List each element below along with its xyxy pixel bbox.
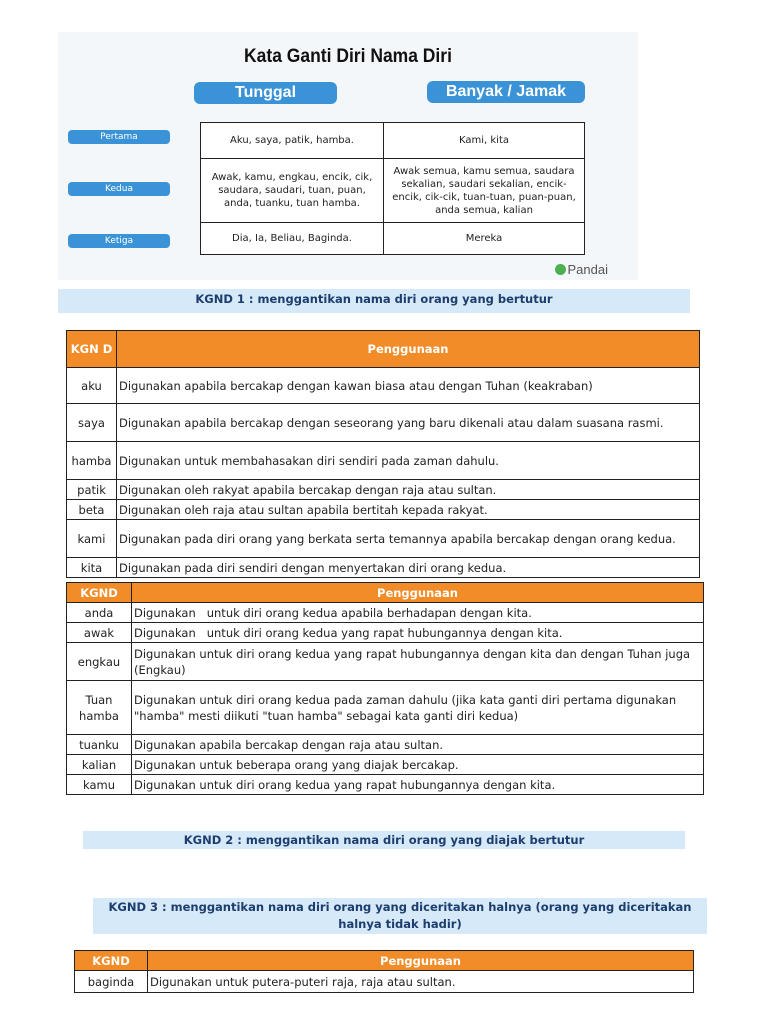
usage-cell: Digunakan oleh rakyat apabila bercakap dengan raja atau sultan. [117, 480, 700, 500]
pronoun-cell: tuanku [67, 735, 132, 755]
usage-cell: Digunakan pada diri orang yang berkata serta temannya apabila bercakap dengan orang kedua. [117, 520, 700, 558]
tunggal-pill: Tunggal [194, 82, 337, 104]
pronoun-cell: awak [67, 623, 132, 643]
kgnd3-table [74, 950, 694, 993]
table-row [67, 681, 704, 735]
infographic-title: Kata Ganti Diri Nama Diri [244, 46, 452, 67]
pronoun-cell: kami [67, 520, 117, 558]
table-row [201, 223, 585, 255]
usage-cell: Digunakan apabila bercakap dengan raja atau sultan. [132, 735, 704, 755]
label-pertama: Pertama [68, 130, 170, 144]
usage-cell: Digunakan untuk diri orang kedua pada zaman dahulu (jika kata ganti diri pertama digunakan "hamba" mesti diikuti "tuan hamba" sebagai kata ganti diri kedua) [132, 681, 704, 735]
cell: Dia, Ia, Beliau, Baginda. [201, 223, 384, 255]
pronoun-cell: hamba [67, 442, 117, 480]
usage-cell: Digunakan untuk diri orang kedua apabila berhadapan dengan kita. [132, 603, 704, 623]
pronoun-infographic [58, 32, 638, 280]
label-ketiga: Ketiga [68, 234, 170, 248]
kgnd3-banner: KGND 3 : menggantikan nama diri orang yang diceritakan halnya (orang yang diceritakan halnya tidak hadir) [93, 898, 707, 934]
pronoun-cell: anda [67, 603, 132, 623]
cell: Mereka [384, 223, 585, 255]
kgnd1-banner: KGND 1 : menggantikan nama diri orang yang bertutur [58, 289, 690, 313]
cell: Kami, kita [384, 123, 585, 159]
table-row [67, 520, 700, 558]
pronoun-cell: baginda [75, 971, 148, 993]
table-row [67, 643, 704, 681]
table-row [67, 775, 704, 795]
cell: Awak semua, kamu semua, saudara sekalian, saudari sekalian, encik-encik, cik-cik, tuan-tuan, puan-puan, anda semua, kalian [384, 159, 585, 223]
pronoun-cell: kalian [67, 755, 132, 775]
pronoun-cell: engkau [67, 643, 132, 681]
header-penggunaan: Penggunaan [148, 951, 694, 971]
usage-cell: Digunakan untuk beberapa orang yang diajak bercakap. [132, 755, 704, 775]
usage-cell: Digunakan untuk putera-puteri raja, raja atau sultan. [148, 971, 694, 993]
pronoun-cell: saya [67, 404, 117, 442]
table-row [67, 603, 704, 623]
table-row [67, 368, 700, 404]
pronoun-cell: kita [67, 558, 117, 578]
infographic-table [200, 122, 585, 255]
usage-cell: Digunakan oleh raja atau sultan apabila bertitah kepada rakyat. [117, 500, 700, 520]
table-row [67, 558, 700, 578]
table-row [67, 623, 704, 643]
header-kgnd: KGND [75, 951, 148, 971]
table-row [201, 123, 585, 159]
header-penggunaan: Penggunaan [117, 331, 700, 368]
table-row [75, 971, 694, 993]
usage-cell: Digunakan untuk diri orang kedua yang rapat hubungannya dengan kita. [132, 623, 704, 643]
pandai-brand [555, 262, 608, 277]
pandai-logo-icon [555, 264, 566, 275]
table-row [201, 159, 585, 223]
pronoun-cell: patik [67, 480, 117, 500]
usage-cell: Digunakan apabila bercakap dengan seseorang yang baru dikenali atau dalam suasana rasmi. [117, 404, 700, 442]
header-kgnd: KGND [67, 583, 132, 603]
table-row [67, 442, 700, 480]
table-header-row [67, 583, 704, 603]
usage-cell: Digunakan untuk diri orang kedua yang rapat hubungannya dengan kita. [132, 775, 704, 795]
cell: Aku, saya, patik, hamba. [201, 123, 384, 159]
kgnd2-table [66, 582, 704, 795]
banyak-pill: Banyak / Jamak [427, 81, 585, 103]
usage-cell: Digunakan apabila bercakap dengan kawan biasa atau dengan Tuhan (keakraban) [117, 368, 700, 404]
header-penggunaan: Penggunaan [132, 583, 704, 603]
kgnd2-banner: KGND 2 : menggantikan nama diri orang yang diajak bertutur [83, 831, 685, 849]
usage-cell: Digunakan pada diri sendiri dengan menyertakan diri orang kedua. [117, 558, 700, 578]
usage-cell: Digunakan untuk diri orang kedua yang rapat hubungannya dengan kita dan dengan Tuhan juga (Engkau) [132, 643, 704, 681]
pronoun-cell: Tuan hamba [67, 681, 132, 735]
pronoun-cell: kamu [67, 775, 132, 795]
table-row [67, 755, 704, 775]
table-header-row [75, 951, 694, 971]
pronoun-cell: beta [67, 500, 117, 520]
table-row [67, 500, 700, 520]
table-header-row [67, 331, 700, 368]
pronoun-cell: aku [67, 368, 117, 404]
table-row [67, 735, 704, 755]
label-kedua: Kedua [68, 182, 170, 196]
brand-name: Pandai [567, 262, 608, 277]
table-row [67, 404, 700, 442]
table-row [67, 480, 700, 500]
kgnd1-table [66, 330, 700, 578]
cell: Awak, kamu, engkau, encik, cik, saudara, saudari, tuan, puan, anda, tuanku, tuan hamba. [201, 159, 384, 223]
header-kgnd: KGN D [67, 331, 117, 368]
usage-cell: Digunakan untuk membahasakan diri sendiri pada zaman dahulu. [117, 442, 700, 480]
